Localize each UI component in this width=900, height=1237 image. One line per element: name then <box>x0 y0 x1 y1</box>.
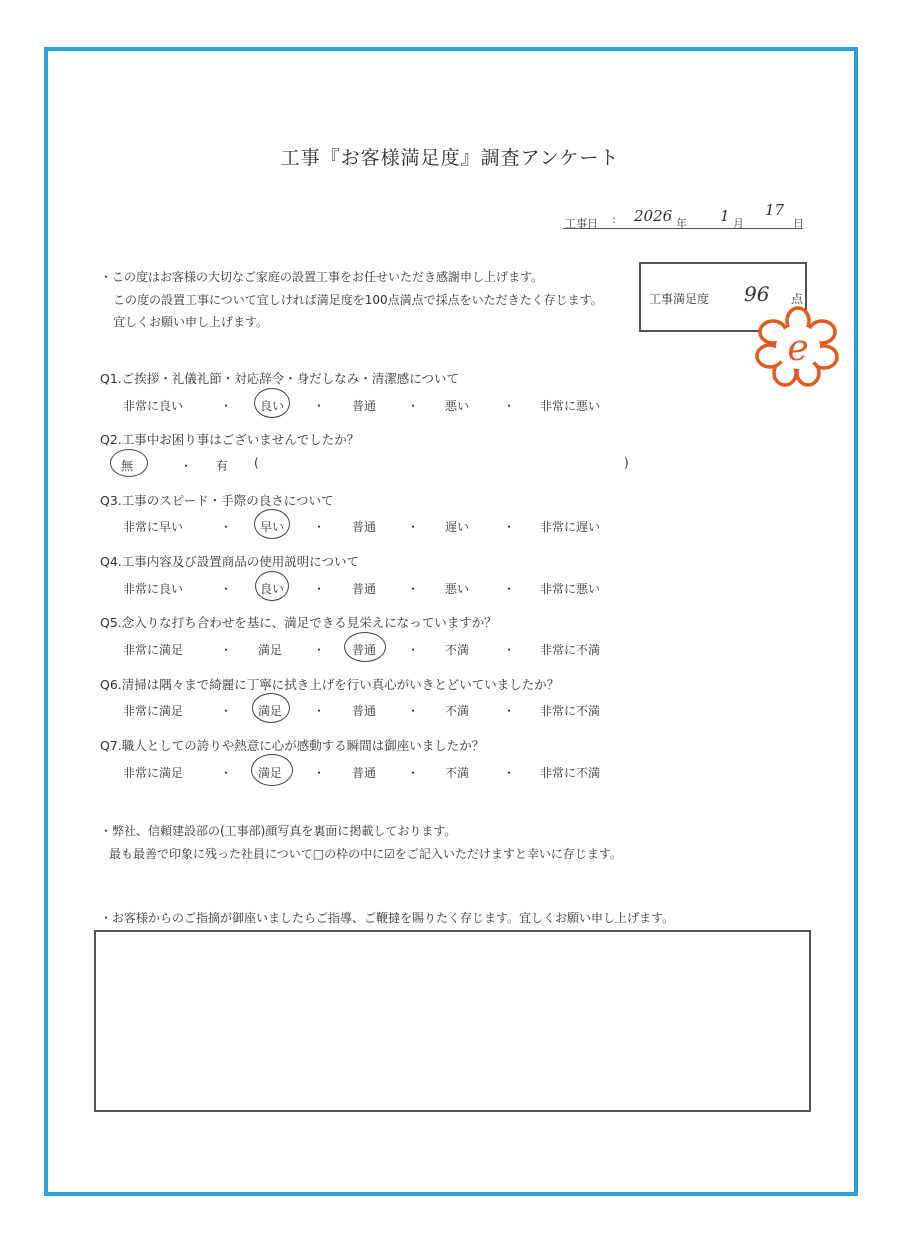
question-1-text: Q1.ご挨拶・礼儀礼節・対応辞令・身だしなみ・清潔感について <box>100 371 460 386</box>
q2-open-paren: ( <box>254 456 259 470</box>
q3-option-very-slow[interactable]: 非常に遅い <box>540 520 601 534</box>
stamp-letter: e <box>787 328 809 369</box>
q6-option-very-satisfied[interactable]: 非常に満足 <box>123 704 184 718</box>
flower-stamp-icon <box>752 306 844 388</box>
q6-selection-circle <box>252 693 290 723</box>
q4-selection-circle <box>255 571 289 601</box>
separator-dot: ・ <box>503 399 516 413</box>
q2-close-paren: ) <box>624 456 629 470</box>
separator-dot: ・ <box>220 520 233 534</box>
q3-option-slow[interactable]: 遅い <box>445 520 470 534</box>
q6-option-very-dissatisfied[interactable]: 非常に不満 <box>540 704 601 718</box>
separator-dot: ・ <box>407 766 420 780</box>
separator-dot: ・ <box>407 582 420 596</box>
q3-option-fast[interactable]: 早い <box>260 520 285 534</box>
separator-dot: ・ <box>220 643 233 657</box>
separator-dot: ・ <box>220 766 233 780</box>
q5-selection-circle <box>344 632 386 662</box>
note-line-2: 最も最善で印象に残った社員について□の枠の中に☑をご記入いただけますと幸いに存じます。 <box>109 847 622 861</box>
date-day-unit: 日 <box>793 217 804 230</box>
intro-line-3: 宜しくお願い申し上げます。 <box>113 315 269 329</box>
q4-option-normal[interactable]: 普通 <box>352 582 377 596</box>
q6-option-dissatisfied[interactable]: 不満 <box>445 704 470 718</box>
q5-option-very-dissatisfied[interactable]: 非常に不満 <box>540 643 601 657</box>
q5-option-dissatisfied[interactable]: 不満 <box>445 643 470 657</box>
q1-option-normal[interactable]: 普通 <box>352 399 377 413</box>
comment-textarea[interactable] <box>94 930 811 1112</box>
separator-dot: ・ <box>180 459 193 473</box>
separator-dot: ・ <box>313 643 326 657</box>
separator-dot: ・ <box>503 643 516 657</box>
q1-option-good[interactable]: 良い <box>260 399 285 413</box>
separator-dot: ・ <box>313 399 326 413</box>
q1-option-very-good[interactable]: 非常に良い <box>123 399 184 413</box>
question-7-text: Q7.職人としての誇りや熱意に心が感動する瞬間は御座いましたか？ <box>100 738 485 753</box>
q3-option-normal[interactable]: 普通 <box>352 520 377 534</box>
question-4-text: Q4.工事内容及び設置商品の使用説明について <box>100 554 360 569</box>
separator-dot: ・ <box>407 643 420 657</box>
separator-dot: ・ <box>407 704 420 718</box>
q3-option-very-fast[interactable]: 非常に早い <box>123 520 184 534</box>
question-6-text: Q6.清掃は隅々まで綺麗に丁寧に拭き上げを行い真心がいきとどいていましたか？ <box>100 677 560 692</box>
separator-dot: ・ <box>313 766 326 780</box>
separator-dot: ・ <box>503 766 516 780</box>
intro-line-1: ・この度はお客様の大切なご家庭の設置工事をお任せいただき感謝申し上げます。 <box>100 270 544 284</box>
q4-option-bad[interactable]: 悪い <box>445 582 470 596</box>
q7-option-normal[interactable]: 普通 <box>352 766 377 780</box>
q1-selection-circle <box>254 388 290 418</box>
separator-dot: ・ <box>313 520 326 534</box>
q5-option-satisfied[interactable]: 満足 <box>258 643 283 657</box>
date-month-field[interactable]: 1 <box>720 207 730 225</box>
score-value-field[interactable]: 96 <box>744 282 770 306</box>
q4-option-very-good[interactable]: 非常に良い <box>123 582 184 596</box>
separator-dot: ・ <box>503 520 516 534</box>
separator-dot: ・ <box>503 582 516 596</box>
q6-option-normal[interactable]: 普通 <box>352 704 377 718</box>
q7-option-satisfied[interactable]: 満足 <box>258 766 283 780</box>
q5-option-very-satisfied[interactable]: 非常に満足 <box>123 643 184 657</box>
q2-detail-field[interactable] <box>268 450 618 472</box>
score-label: 工事満足度 <box>649 292 710 306</box>
q2-selection-circle <box>110 449 148 477</box>
date-day-field[interactable]: 17 <box>765 201 785 219</box>
q5-option-normal[interactable]: 普通 <box>352 643 377 657</box>
question-2-text: Q2.工事中お困り事はございませんでしたか？ <box>100 432 360 447</box>
q7-option-very-satisfied[interactable]: 非常に満足 <box>123 766 184 780</box>
q4-option-very-bad[interactable]: 非常に悪い <box>540 582 601 596</box>
q7-option-very-dissatisfied[interactable]: 非常に不満 <box>540 766 601 780</box>
separator-dot: ・ <box>220 399 233 413</box>
q6-option-satisfied[interactable]: 満足 <box>258 704 283 718</box>
date-label: 工事日 <box>565 217 598 230</box>
note-line-1: ・弊社、信頼建設部の(工事部)顔写真を裏面に掲載しております。 <box>100 824 457 838</box>
separator-dot: ・ <box>407 399 420 413</box>
q2-option-yes[interactable]: 有 <box>216 459 229 473</box>
date-month-unit: 月 <box>733 217 744 230</box>
q4-option-good[interactable]: 良い <box>260 582 285 596</box>
q1-option-bad[interactable]: 悪い <box>445 399 470 413</box>
separator-dot: ・ <box>220 704 233 718</box>
q1-option-very-bad[interactable]: 非常に悪い <box>540 399 601 413</box>
separator-dot: ・ <box>220 582 233 596</box>
separator-dot: ・ <box>313 582 326 596</box>
date-colon: : <box>612 213 616 226</box>
separator-dot: ・ <box>407 520 420 534</box>
q2-option-none[interactable]: 無 <box>121 459 134 473</box>
survey-title: 工事『お客様満足度』調査アンケート <box>280 147 620 169</box>
separator-dot: ・ <box>503 704 516 718</box>
q3-selection-circle <box>254 509 290 539</box>
q7-selection-circle <box>251 754 293 786</box>
comment-prompt: ・お客様からのご指摘が御座いましたらご指導、ご鞭撻を賜りたく存じます。宜しくお願い申し上げます。 <box>100 911 675 925</box>
separator-dot: ・ <box>313 704 326 718</box>
date-year-unit: 年 <box>676 217 687 230</box>
question-3-text: Q3.工事のスピード・手際の良さについて <box>100 493 334 508</box>
question-5-text: Q5.念入りな打ち合わせを基に、満足できる見栄えになっていますか？ <box>100 615 497 630</box>
q7-option-dissatisfied[interactable]: 不満 <box>445 766 470 780</box>
score-unit: 点 <box>791 292 804 306</box>
date-year-field[interactable]: 2026 <box>634 207 673 225</box>
intro-line-2: この度の設置工事について宜しければ満足度を100点満点で採点をいただきたく存じます。 <box>113 293 603 307</box>
